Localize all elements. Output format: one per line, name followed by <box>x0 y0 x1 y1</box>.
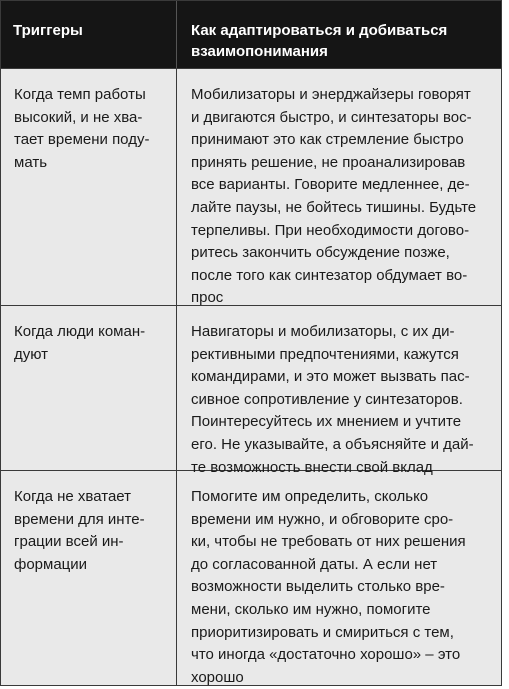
header-adapt-label: Как адаптироваться и добиваться взаимопонимания <box>191 22 448 60</box>
table-row <box>1 470 501 685</box>
table-row <box>1 68 501 305</box>
trigger-text: Когда темп работы высокий, и не хва- тает времени поду- мать <box>14 86 150 171</box>
trigger-text: Когда не хватает времени для инте- грации всей ин- формации <box>14 488 145 573</box>
advice-cell <box>177 471 501 685</box>
header-cell-triggers <box>1 1 177 68</box>
advice-text: Навигаторы и мобилизаторы, с их ди- рективными предпочтениями, кажутся командирами, и это может вызвать пас- сивное сопротивление у синтезаторов. Поинтересуйтесь их мнением и учтите его. Не указывайте, а объясняйте и дай- те возможность внести свой вклад <box>191 323 474 476</box>
header-cell-adapt <box>177 1 501 68</box>
trigger-text: Когда люди коман- дуют <box>14 323 146 363</box>
advice-cell <box>177 306 501 476</box>
advice-cell <box>177 69 501 305</box>
header-triggers-label: Триггеры <box>13 22 83 39</box>
trigger-cell <box>1 471 177 685</box>
table-row <box>1 305 501 476</box>
trigger-cell <box>1 69 177 305</box>
advice-text: Помогите им определить, сколько времени им нужно, и обговорите сро- ки, чтобы не требовать от них решения до согласованной даты. А если нет возможности выделить столько вре- мени, сколько им нужно, помогите приоритизировать и смириться с тем, что иногда «достаточно хорошо» – это хорошо <box>191 488 466 686</box>
advice-text: Мобилизаторы и энерджайзеры говорят и двигаются быстро, и синтезаторы вос- принимают это как стремление быстро принять решение, не проанализировав все варианты. Говорите медленнее, де- лайте паузы, не бойтесь тишины. Будьте терпеливы. При необходимости догово- ритесь закончить обсуждение позже, после того как синтезатор обдумает во- прос <box>191 86 477 307</box>
trigger-cell <box>1 306 177 470</box>
table-header-row <box>1 1 501 68</box>
